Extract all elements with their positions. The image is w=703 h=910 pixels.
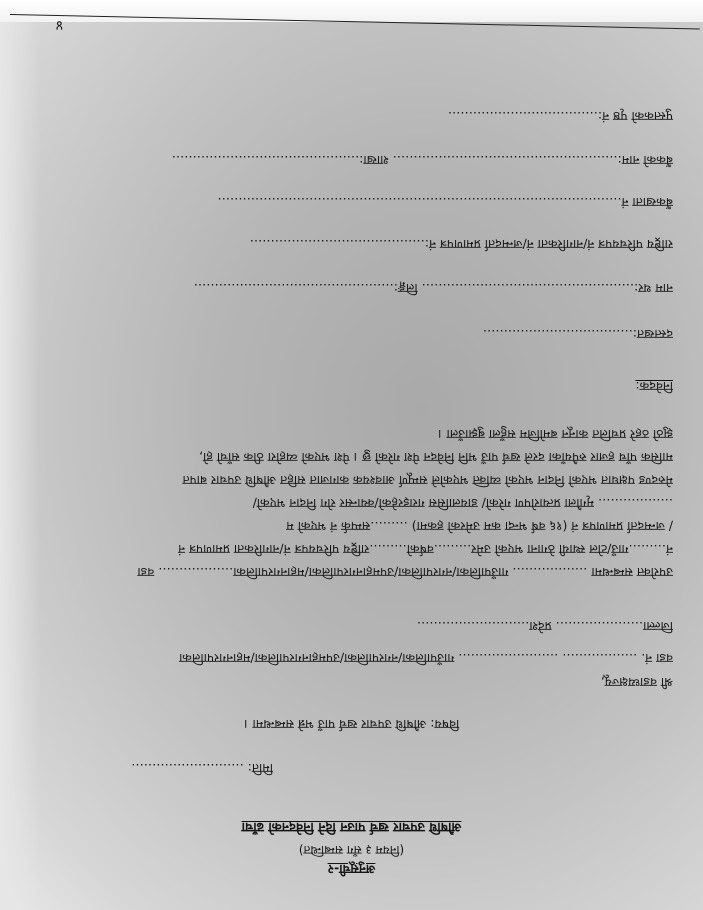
body-line: / जन्मदर्ता प्रमाणपत्र नं (१६ वर्ष भन्दा कम उमेरको हकमा) ………सम्पर्क नं भएको म <box>286 519 673 534</box>
id-number-field: राष्ट्रिय परिचयपत्र नं/नागरिकता नं/जन्मदर्ता प्रमाणपत्र नं:…………………………………… <box>249 237 673 252</box>
ward-address-line: वडा नं. ……………… …………………… गाउँपालिका/नगरपालिका/उपमहानगरपालिका/महानगरपालिका <box>179 651 673 666</box>
applicant-heading: निवेदक: <box>635 379 673 394</box>
body-line: झुठो ठहरे प्रचलित कानून बमोजिम सहुँला बुझाउँला । <box>437 427 673 442</box>
rule-reference: (नियम ३ सँग सम्बन्धित) <box>298 843 405 857</box>
body-line: मासिक पाँच हजार रुपैयाँका दरले खर्च पाउँ भनि निवेदन पेश गरेको छु । पेश भएको व्यहोरा ठीक साँचो हो, <box>199 450 673 465</box>
salutation: श्री वडाध्यक्षज्यू, <box>600 675 673 690</box>
page-reference-field: पुस्तकको पृष्ठ नं:……………………………… <box>447 109 673 124</box>
date-field: मिति: ……………………… <box>131 761 273 776</box>
subject-line: विषय: औषधि उपचार खर्च पाउँ भन्ने सम्बन्धमा । <box>243 717 460 732</box>
body-line: उपरोक्त सम्बन्धमा ……………… गाउँपालिका/नगरपालिका/उपमहानगरपालिका/महानगरपालिका……………… वडा <box>137 565 673 580</box>
bank-account-field: बैंकखाता नं.…………………………………………………………………………………… <box>217 195 673 210</box>
body-line: मेरुदण्ड पक्षघात भएको निदान भएको व्यक्ति भएकोले सम्पूर्ण आवश्यक कागजात सहित औषधि उपचार बापत <box>182 473 673 488</box>
annex-heading: अनुसूची-२ <box>327 862 376 877</box>
body-line: ……………… मृगौला प्रत्यारोपण गरेको/ डायलासिस गराइरहेको/क्यान्सर रोग निदान भएको/ <box>252 496 673 511</box>
form-title: औषधि उपचार खर्च पाउन दिने निवेदनको ढाँचा <box>241 819 462 834</box>
bank-name-branch-field: बैंकको नाम:……………………………………………… शाखा:……………………………………… <box>171 153 673 168</box>
name-gender-field: नाम थर:…………………………………………… लिङ्ग:………………………………………… <box>193 281 673 296</box>
signature-field: दस्तखत:……………………………… <box>482 327 673 342</box>
district-province-line: जिल्ला………………… प्रदेश……………………… <box>416 619 673 634</box>
body-line: नं………गाउँ/टोल स्थायी ठेगाना भएको उमेर………वर्षको………राष्ट्रिय परिचयपत्र नं/नागरिकता प्रमाणपत्र नं <box>178 542 673 557</box>
page-number: ४ <box>55 17 63 33</box>
